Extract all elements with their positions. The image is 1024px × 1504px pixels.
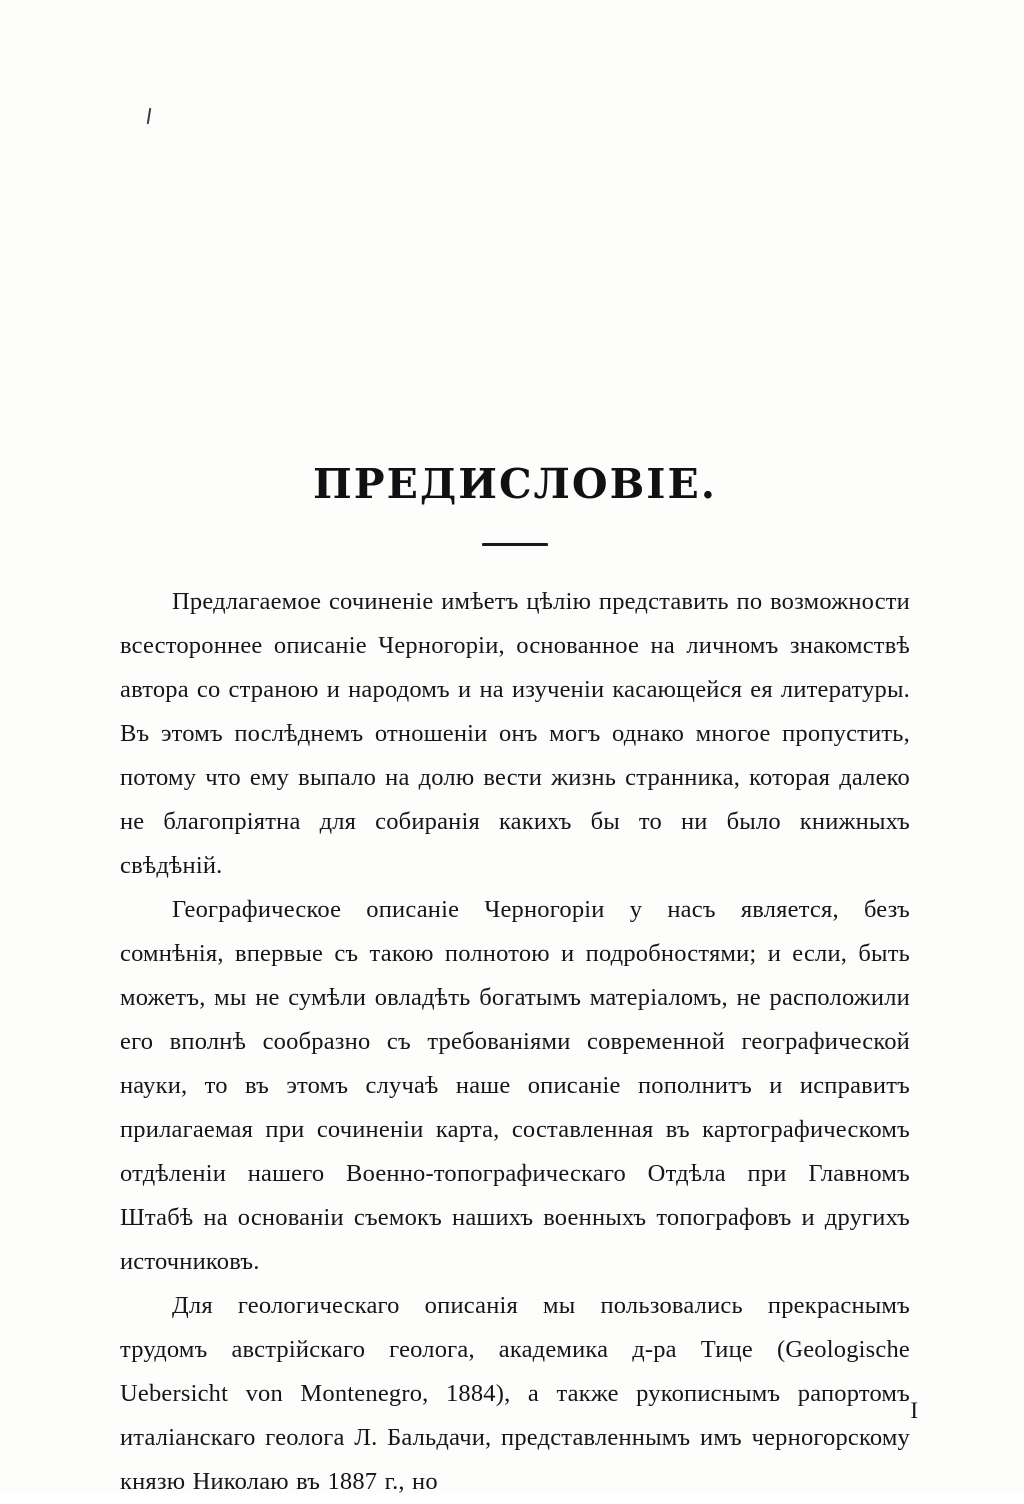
paragraph: Для геологическаго описанія мы пользовались прекраснымъ трудомъ австрійскаго геолога, академика д-ра Тице (Geologische Uebersicht von Montenegro, 1884), а также рукописнымъ рапортомъ италіанскаго геолога Л. Бальдачи, представленнымъ имъ черногорскому князю Николаю въ 1887 г., но — [120, 1292, 910, 1496]
page-title: ПРЕДИСЛОВІЕ. — [313, 460, 717, 508]
page-number: I — [910, 1398, 919, 1423]
pen-tick-mark — [147, 108, 151, 124]
page-content — [120, 462, 910, 1504]
paragraph: Географическое описаніе Черногоріи у насъ является, безъ сомнѣнія, впервые съ такою полнотою и подробностями; и если, быть можетъ, мы не сумѣли овладѣть богатымъ матеріаломъ, не расположили его вполнѣ сообразно съ требованіями современной географической науки, то въ этомъ случаѣ наше описаніе пополнитъ и исправитъ прилагаемая при сочиненіи карта, составленная въ картографическомъ отдѣленіи нашего Военно-топографическаго Отдѣла при Главномъ Штабѣ на основаніи съемокъ нашихъ военныхъ топографовъ и другихъ источниковъ. — [120, 896, 910, 1276]
title-divider — [482, 543, 548, 546]
paragraph: Предлагаемое сочиненіе имѣетъ цѣлію представить по возможности всестороннее описаніе Черногоріи, основанное на личномъ знакомствѣ автора со страною и народомъ и на изученіи касающейся ея литературы. Въ этомъ послѣднемъ отношеніи онъ могъ однако многое пропустить, потому что ему выпало на долю вести жизнь странника, которая далеко не благопріятна для собиранія какихъ бы то ни было книжныхъ свѣдѣній. — [120, 588, 910, 880]
